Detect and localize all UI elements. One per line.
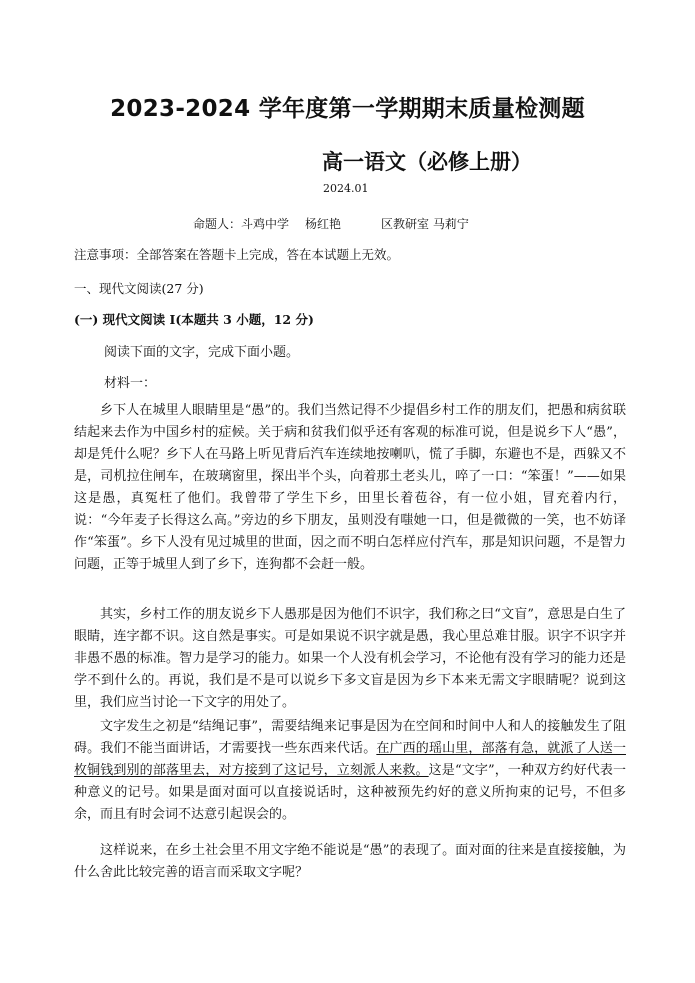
paragraph-2: 其实，乡村工作的朋友说乡下人愚那是因为他们不识字，我们称之曰“文盲”，意思是白生了眼睛，连字都不识。这自然是事实。可是如果说不识字就是愚，我心里总难甘服。识字不识字并非愚不愚的标准。智力是学习的能力。如果一个人没有机会学习，不论他有没有学习的能力还是学不到什么的。再说，我们是不是可以说乡下多文盲是因为乡下本来无需文字眼睛呢？说到这里，我们应当讨论一下文字的用处了。	[74, 607, 626, 710]
paragraph-3-underlined: 在广西的瑶山里，部落有急，就派了人送一枚铜钱到别的部落里去，对方接到了这记号，立刻派人来救。	[74, 741, 626, 778]
section-heading: 一、现代文阅读(27 分)	[74, 281, 204, 296]
subsection-heading: (一) 现代文阅读 I(本题共 3 小题，12 分)	[74, 312, 314, 327]
exam-title: 2023-2024 学年度第一学期期末质量检测题	[110, 96, 585, 122]
exam-date: 2024.01	[323, 182, 369, 195]
author-label: 命题人：斗鸡中学	[193, 217, 290, 231]
exam-subtitle: 高一语文（必修上册）	[322, 150, 532, 174]
paragraph-3-text-b: 这是“文字”，一种双方约好代表一种意义的记号。如果是面对面可以直接说话时，这种被预先约好的意义所拘束的记号，不但多余，而且有时会词不达意引起误会的。	[74, 763, 626, 822]
paragraph-3-text-a: 文字发生之初是“结绳记事”，需要结绳来记事是因为在空间和时间中人和人的接触发生了阻碍。我们不能当面讲话，才需要找一些东西来代话。	[74, 719, 626, 756]
paragraph-3	[74, 716, 626, 826]
notice: 注意事项：全部答案在答题卡上完成，答在本试题上无效。	[74, 247, 400, 262]
instruction: 阅读下面的文字，完成下面小题。	[104, 345, 300, 360]
material-label: 材料一：	[104, 376, 157, 391]
author-line	[193, 215, 469, 232]
reviewer: 区教研室 马莉宁	[381, 217, 469, 231]
paragraph-4: 这样说来，在乡土社会里不用文字绝不能说是“愚”的表现了。面对面的往来是直接接触，为什么舍此比较完善的语言而采取文字呢？	[74, 843, 626, 880]
author-name: 杨红艳	[305, 217, 342, 231]
paragraph-1: 乡下人在城里人眼睛里是“愚”的。我们当然记得不少提倡乡村工作的朋友们，把愚和病贫联结起来去作为中国乡村的症候。关于病和贫我们似乎还有客观的标准可说，但是说乡下人“愚”，却是凭什么呢？乡下人在马路上听见背后汽车连续地按喇叭，慌了手脚，东避也不是，西躲又不是，司机拉住闸车，在玻璃窗里，探出半个头，向着那土老头儿，啐了一口：“笨蛋！”——如果这是愚，真冤枉了他们。我曾带了学生下乡，田里长着苞谷，有一位小姐，冒充着内行，说：“今年麦子长得这么高。”旁边的乡下朋友，虽则没有嗤她一口，但是微微的一笑，也不妨译作“笨蛋”。乡下人没有见过城里的世面，因之而不明白怎样应付汽车，那是知识问题，不是智力问题，正等于城里人到了乡下，连狗都不会赶一般。	[74, 403, 626, 572]
